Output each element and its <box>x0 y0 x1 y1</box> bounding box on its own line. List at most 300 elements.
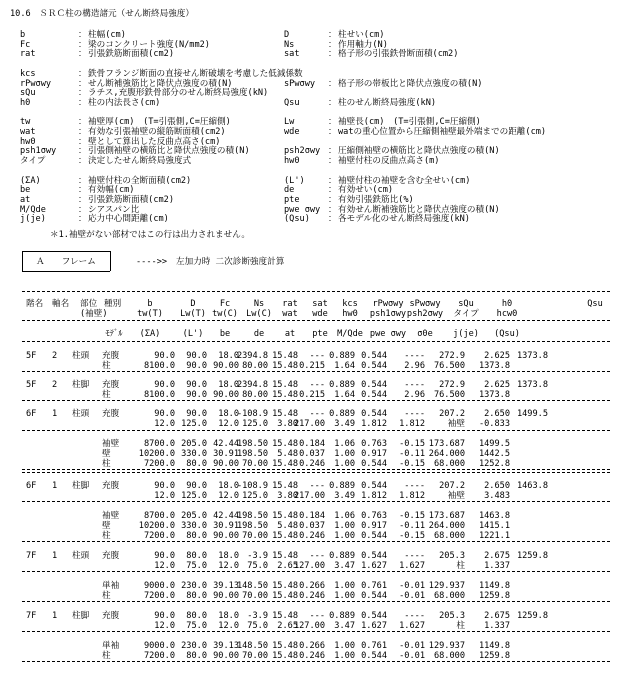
table-cell: 1.812 <box>399 491 425 501</box>
legend-colon: ： <box>328 214 337 225</box>
table-cell: 15.48 <box>272 591 298 601</box>
table-cell: 6F <box>26 481 37 491</box>
table-cell: 2.96 <box>404 361 425 371</box>
legend-key: j(je) <box>20 214 46 225</box>
table-cell: 18.0 <box>218 551 239 561</box>
table-cell: 2.675 <box>484 611 510 621</box>
table-cell: 1463.8 <box>478 511 510 521</box>
legend-desc: 柱幅(cm) <box>88 30 126 40</box>
legend-desc: 応力中心間距離(cm) <box>88 214 169 225</box>
table-cell: 7200.0 <box>143 531 175 541</box>
header-cell: (袖壁) <box>80 309 108 319</box>
frame-arrow: ---->> <box>136 257 168 267</box>
table-cell: 0.889 <box>329 409 355 419</box>
legend-colon: ： <box>78 68 87 79</box>
table-cell: 330.0 <box>181 449 207 459</box>
table-header-bottom-rule <box>22 341 610 342</box>
header-cell: (L') <box>182 329 204 339</box>
table-cell: 15.48 <box>272 351 298 361</box>
table-cell: 18.0 <box>218 409 239 419</box>
table-cell: 0.184 <box>299 511 325 521</box>
table-cell: 42.44 <box>213 439 239 449</box>
legend-colon: ： <box>78 185 87 196</box>
table-cell: 柱 <box>102 591 111 601</box>
table-cell: 2.625 <box>484 380 510 390</box>
legend-desc: 圧縮側袖壁の横筋比と降伏点強度の積(N) <box>338 146 500 157</box>
table-cell: 75.0 <box>186 561 207 571</box>
table-cell: 70.00 <box>242 651 268 661</box>
table-cell: 129.937 <box>428 581 465 591</box>
legend-note: ＊1.袖壁がない部材ではこの行は出力されません。 <box>50 230 250 240</box>
table-cell: 単袖 <box>102 581 120 591</box>
table-cell: 330.0 <box>181 521 207 531</box>
header-cell: tw(C) <box>212 309 238 319</box>
table-cell: 90.00 <box>213 361 239 371</box>
legend-colon: ： <box>328 185 337 196</box>
header-cell: M/Qde <box>337 329 363 339</box>
table-cell: ---- <box>404 611 425 621</box>
table-cell: 8100.0 <box>143 390 175 400</box>
table-cell: 90.0 <box>154 351 175 361</box>
header-cell: D <box>190 299 196 309</box>
table-cell: 217.00 <box>293 419 325 429</box>
table-cell: 7F <box>26 611 37 621</box>
legend-key: pte <box>284 194 300 205</box>
row-separator <box>22 371 610 372</box>
table-cell: 80.0 <box>186 459 207 469</box>
legend-key: hw0 <box>284 156 300 167</box>
table-cell: 1.812 <box>399 419 425 429</box>
table-cell: 0.544 <box>361 481 387 491</box>
table-cell: 205.3 <box>439 611 465 621</box>
table-cell: -0.15 <box>399 511 425 521</box>
table-cell: 15.48 <box>272 531 298 541</box>
table-cell: -3.9 <box>247 551 268 561</box>
legend-colon: ： <box>328 117 337 128</box>
header-cell: kcs <box>342 299 358 309</box>
frame-label: Ａ フレーム <box>36 257 96 267</box>
table-cell: 柱頭 <box>72 409 90 419</box>
table-cell: 1442.5 <box>478 449 510 459</box>
header-cell: hw0 <box>342 309 358 319</box>
table-cell: 3.47 <box>334 621 355 631</box>
header-cell: be <box>219 329 231 339</box>
table-cell: 8700.0 <box>143 511 175 521</box>
table-cell: 1149.8 <box>478 641 510 651</box>
table-cell: 30.91 <box>213 449 239 459</box>
legend-colon: ： <box>78 78 87 89</box>
table-cell: 7F <box>26 551 37 561</box>
header-cell: h0 <box>501 299 513 309</box>
legend-colon: ： <box>328 175 337 186</box>
table-cell: 148.50 <box>236 641 268 651</box>
table-cell: 9000.0 <box>143 641 175 651</box>
table-cell: 2.65 <box>277 561 298 571</box>
table-cell: 0.544 <box>361 591 387 601</box>
table-cell: 217.00 <box>293 491 325 501</box>
table-cell: 15.48 <box>272 611 298 621</box>
legend-desc: 有効せい(cm) <box>338 185 394 196</box>
legend-key: rat <box>20 49 36 60</box>
table-cell: 3.80 <box>277 491 298 501</box>
legend-colon: ： <box>78 146 87 157</box>
table-cell: -0.11 <box>399 449 425 459</box>
table-cell: 230.0 <box>181 581 207 591</box>
table-cell: 12.0 <box>154 491 175 501</box>
table-cell: 5F <box>26 351 37 361</box>
frame-box-top <box>22 251 110 252</box>
table-cell: 15.48 <box>272 380 298 390</box>
header-cell: hcw0 <box>496 309 518 319</box>
table-cell: 0.215 <box>299 390 325 400</box>
frame-box-left <box>22 251 23 271</box>
header-cell: at <box>284 329 296 339</box>
legend-key: wat <box>20 127 36 137</box>
table-cell: 0.215 <box>299 361 325 371</box>
table-cell: 1 <box>52 481 58 491</box>
table-cell: 90.00 <box>213 390 239 400</box>
legend-key: M/Qde <box>20 204 46 215</box>
table-cell: 18.0 <box>218 611 239 621</box>
legend-desc: せん断補強筋比と降伏点強度の積(N) <box>88 78 233 89</box>
legend-desc: 引張鉄筋断面積(cm2) <box>88 49 175 60</box>
table-cell: 柱 <box>102 361 111 371</box>
header-cell: rat <box>282 299 298 309</box>
table-cell: 76.500 <box>433 361 465 371</box>
table-cell: 0.544 <box>361 551 387 561</box>
table-cell: 198.50 <box>236 511 268 521</box>
table-cell: 207.2 <box>439 409 465 419</box>
legend-desc: 壁として算出した反曲点高さ(cm) <box>88 136 221 147</box>
legend-desc: シアスパン比 <box>88 204 140 215</box>
table-cell: 1259.8 <box>478 651 510 661</box>
legend-desc: 柱せい(cm) <box>338 30 385 40</box>
table-cell: 2 <box>52 380 58 390</box>
table-cell: 2.650 <box>484 409 510 419</box>
table-cell: 0.246 <box>299 531 325 541</box>
table-cell: 7200.0 <box>143 651 175 661</box>
table-cell: 0.889 <box>329 611 355 621</box>
legend-key: Qsu <box>284 97 300 108</box>
legend-key: (L') <box>284 175 305 186</box>
table-cell: 39.13 <box>213 581 239 591</box>
table-cell: 2.675 <box>484 551 510 561</box>
table-cell: 単袖 <box>102 641 120 651</box>
table-cell: 袖壁 <box>102 511 120 521</box>
table-cell: 12.0 <box>218 561 239 571</box>
table-cell: 6F <box>26 409 37 419</box>
legend-key: Lw <box>284 117 295 128</box>
table-cell: 3.49 <box>334 491 355 501</box>
legend-key: h0 <box>20 97 31 108</box>
table-cell: 15.48 <box>272 459 298 469</box>
table-cell: 12.0 <box>154 419 175 429</box>
row-separator <box>22 541 610 542</box>
table-cell: 1.812 <box>361 419 387 429</box>
table-cell: 173.687 <box>428 439 465 449</box>
frame-caption: 左加力時 二次診断強度計算 <box>176 257 285 267</box>
table-cell: 70.00 <box>242 459 268 469</box>
table-cell: --- <box>309 611 325 621</box>
table-cell: 充腹 <box>102 409 120 419</box>
table-cell: 0.037 <box>299 449 325 459</box>
table-cell: 39.13 <box>213 641 239 651</box>
table-cell: 5.48 <box>277 521 298 531</box>
table-cell: 1.627 <box>399 561 425 571</box>
table-cell: 0.544 <box>361 351 387 361</box>
table-cell: 0.889 <box>329 380 355 390</box>
table-cell: 90.00 <box>213 459 239 469</box>
table-cell: 充腹 <box>102 481 120 491</box>
table-cell: 柱 <box>102 531 111 541</box>
legend-colon: ： <box>78 204 87 215</box>
legend-colon: ： <box>78 127 87 137</box>
table-cell: 1.64 <box>334 361 355 371</box>
table-cell: -0.15 <box>399 459 425 469</box>
table-cell: 90.0 <box>186 390 207 400</box>
table-cell: 75.0 <box>186 621 207 631</box>
table-cell: 柱 <box>102 390 111 400</box>
legend-key: at <box>20 194 31 205</box>
legend-colon: ： <box>328 97 337 108</box>
table-cell: 1.337 <box>484 621 510 631</box>
legend-desc: 有効幅(cm) <box>88 185 135 196</box>
header-cell: 種別 <box>104 299 122 309</box>
legend-desc: 袖壁厚(cm) (T=引張側,C=圧縮側) <box>88 117 231 128</box>
table-cell: 5.48 <box>277 449 298 459</box>
table-cell: 1221.1 <box>478 531 510 541</box>
table-cell: 1499.5 <box>516 409 548 419</box>
table-cell: 148.50 <box>236 581 268 591</box>
table-cell: -0.01 <box>399 641 425 651</box>
header-cell: Fc <box>219 299 231 309</box>
header-cell: wat <box>282 309 298 319</box>
legend-colon: ： <box>328 127 337 137</box>
table-cell: 12.0 <box>218 419 239 429</box>
table-cell: 1 <box>52 551 58 561</box>
table-cell: 2394.8 <box>236 351 268 361</box>
legend-colon: ： <box>78 97 87 108</box>
table-cell: 1.00 <box>334 581 355 591</box>
legend-colon: ： <box>78 156 87 167</box>
legend-key: Ns <box>284 39 295 50</box>
table-cell: 15.48 <box>272 439 298 449</box>
table-cell: 90.0 <box>186 380 207 390</box>
table-cell: -108.9 <box>236 481 268 491</box>
header-cell: sQu <box>458 299 474 309</box>
legend-colon: ： <box>328 194 337 205</box>
table-cell: 0.889 <box>329 481 355 491</box>
table-cell: 1.00 <box>334 521 355 531</box>
header-cell: 階名 <box>26 299 44 309</box>
legend-key: kcs <box>20 68 36 79</box>
table-cell: 90.0 <box>186 351 207 361</box>
table-cell: 0.266 <box>299 641 325 651</box>
table-cell: 1463.8 <box>516 481 548 491</box>
table-cell: 15.48 <box>272 361 298 371</box>
table-cell: -108.9 <box>236 409 268 419</box>
table-cell: 7200.0 <box>143 591 175 601</box>
table-cell: 70.00 <box>242 531 268 541</box>
table-cell: 柱頭 <box>72 551 90 561</box>
table-cell: -0.833 <box>478 419 510 429</box>
table-cell: 68.000 <box>433 591 465 601</box>
header-cell: (Qsu) <box>494 329 520 339</box>
header-cell: wde <box>312 309 328 319</box>
table-cell: --- <box>309 551 325 561</box>
frame-box-right <box>110 251 111 271</box>
table-cell: 0.544 <box>361 361 387 371</box>
table-cell: 壁 <box>102 521 111 531</box>
table-cell: -3.9 <box>247 611 268 621</box>
table-cell: 1259.8 <box>516 551 548 561</box>
table-cell: 18.0 <box>218 380 239 390</box>
header-cell: pte <box>312 329 328 339</box>
legend-key: de <box>284 185 295 196</box>
table-cell: 0.544 <box>361 390 387 400</box>
legend-key: (ΣA) <box>20 175 41 186</box>
table-cell: 12.0 <box>218 621 239 631</box>
table-cell: 76.500 <box>433 390 465 400</box>
table-cell: 0.246 <box>299 651 325 661</box>
header-cell: (ΣA) <box>139 329 161 339</box>
legend-desc: 袖壁付柱の全断面積(cm2) <box>88 175 192 186</box>
table-cell: 205.0 <box>181 511 207 521</box>
table-cell: 3.80 <box>277 419 298 429</box>
table-cell: 1415.1 <box>478 521 510 531</box>
table-cell: -0.15 <box>399 439 425 449</box>
table-cell: 充腹 <box>102 611 120 621</box>
table-cell: 80.0 <box>186 591 207 601</box>
table-cell: 柱脚 <box>72 611 90 621</box>
table-cell: 0.246 <box>299 459 325 469</box>
table-cell: 80.0 <box>186 651 207 661</box>
legend-desc: 引張側袖壁の横筋比と降伏点強度の積(N) <box>88 146 250 157</box>
legend-desc: 梁のコンクリート強度(N/mm2) <box>88 39 210 50</box>
legend-colon: ： <box>328 39 337 50</box>
legend-desc: 袖壁付柱の反曲点高さ(m) <box>338 156 440 167</box>
header-cell: sat <box>312 299 328 309</box>
table-cell: 1149.8 <box>478 581 510 591</box>
table-cell: ---- <box>404 380 425 390</box>
header-cell: de <box>253 329 265 339</box>
table-cell: 75.0 <box>247 621 268 631</box>
table-cell: 173.687 <box>428 511 465 521</box>
table-cell: 90.0 <box>154 409 175 419</box>
legend-colon: ： <box>328 78 337 89</box>
table-cell: 0.037 <box>299 521 325 531</box>
table-cell: -0.15 <box>399 531 425 541</box>
table-cell: 2.625 <box>484 351 510 361</box>
table-cell: 198.50 <box>236 439 268 449</box>
table-cell: 125.0 <box>242 419 268 429</box>
table-cell: 68.000 <box>433 531 465 541</box>
table-cell: 充腹 <box>102 380 120 390</box>
table-cell: 90.0 <box>154 481 175 491</box>
table-cell: 15.48 <box>272 481 298 491</box>
table-cell: 125.0 <box>242 491 268 501</box>
table-cell: -0.01 <box>399 591 425 601</box>
section-title: 10.6 ＳＲＣ柱の構造諸元（せん断終局強度） <box>10 9 194 19</box>
table-cell: 柱 <box>102 459 111 469</box>
legend-desc: 決定したせん断終局強度式 <box>88 156 192 167</box>
table-cell: 2394.8 <box>236 380 268 390</box>
legend-desc: 有効せん断補強筋比と降伏点強度の積(N) <box>338 204 500 215</box>
legend-desc: 格子形の帯板比と降伏点強度の積(N) <box>338 78 483 89</box>
table-cell: 0.544 <box>361 611 387 621</box>
table-cell: 15.48 <box>272 641 298 651</box>
legend-key: D <box>284 30 290 40</box>
header-cell: Qsu <box>587 299 603 309</box>
legend-colon: ： <box>78 136 87 147</box>
legend-desc: 柱のせん断終局強度(kN) <box>338 97 437 108</box>
table-cell: 1.627 <box>361 621 387 631</box>
legend-colon: ： <box>78 49 87 60</box>
table-cell: 0.763 <box>361 439 387 449</box>
legend-colon: ： <box>328 146 337 157</box>
legend-desc: 有効な引張袖壁の縦筋断面積(cm2) <box>88 127 226 137</box>
table-cell: 充腹 <box>102 351 120 361</box>
table-cell: 1.06 <box>334 439 355 449</box>
table-cell: 80.0 <box>186 611 207 621</box>
table-cell: 1.00 <box>334 459 355 469</box>
table-cell: 0.266 <box>299 581 325 591</box>
table-cell: 7200.0 <box>143 459 175 469</box>
legend-key: sPwσwy <box>284 78 316 89</box>
table-cell: 264.000 <box>428 449 465 459</box>
table-cell: 30.91 <box>213 521 239 531</box>
table-cell: 1 <box>52 611 58 621</box>
legend-key: b <box>20 30 26 40</box>
table-cell: 125.0 <box>181 419 207 429</box>
table-cell: 68.000 <box>433 651 465 661</box>
table-cell: 125.0 <box>181 491 207 501</box>
header-cell: 部位 <box>80 299 98 309</box>
table-cell: -0.01 <box>399 581 425 591</box>
row-separator <box>22 631 610 632</box>
table-cell: 90.0 <box>154 611 175 621</box>
row-separator <box>22 469 610 470</box>
legend-colon: ： <box>78 175 87 186</box>
legend-desc: watの重心位置から圧縮側袖壁最外端までの距離(cm) <box>338 127 547 137</box>
table-cell: 1373.8 <box>516 380 548 390</box>
legend-key: wde <box>284 127 300 137</box>
table-cell: 15.48 <box>272 551 298 561</box>
table-cell: 15.48 <box>272 581 298 591</box>
table-cell: 0.544 <box>361 531 387 541</box>
table-cell: 0.544 <box>361 459 387 469</box>
table-cell: 柱脚 <box>72 380 90 390</box>
table-cell: --- <box>309 380 325 390</box>
table-cell: 198.50 <box>236 449 268 459</box>
table-cell: 90.0 <box>186 481 207 491</box>
table-cell: 1373.8 <box>516 351 548 361</box>
legend-key: pwe σwy <box>284 204 321 215</box>
table-cell: 壁 <box>102 449 111 459</box>
table-cell: 充腹 <box>102 551 120 561</box>
table-cell: 75.0 <box>247 561 268 571</box>
legend-key: hw0 <box>20 136 36 147</box>
row-separator <box>22 661 610 662</box>
table-cell: 70.00 <box>242 591 268 601</box>
table-cell: 207.2 <box>439 481 465 491</box>
header-cell: j(je) <box>453 329 479 339</box>
table-cell: 3.49 <box>334 419 355 429</box>
legend-desc: 袖壁付柱の袖壁を含む全せい(cm) <box>338 175 471 186</box>
table-cell: 1499.5 <box>478 439 510 449</box>
row-separator <box>22 501 610 502</box>
table-cell: 0.917 <box>361 521 387 531</box>
